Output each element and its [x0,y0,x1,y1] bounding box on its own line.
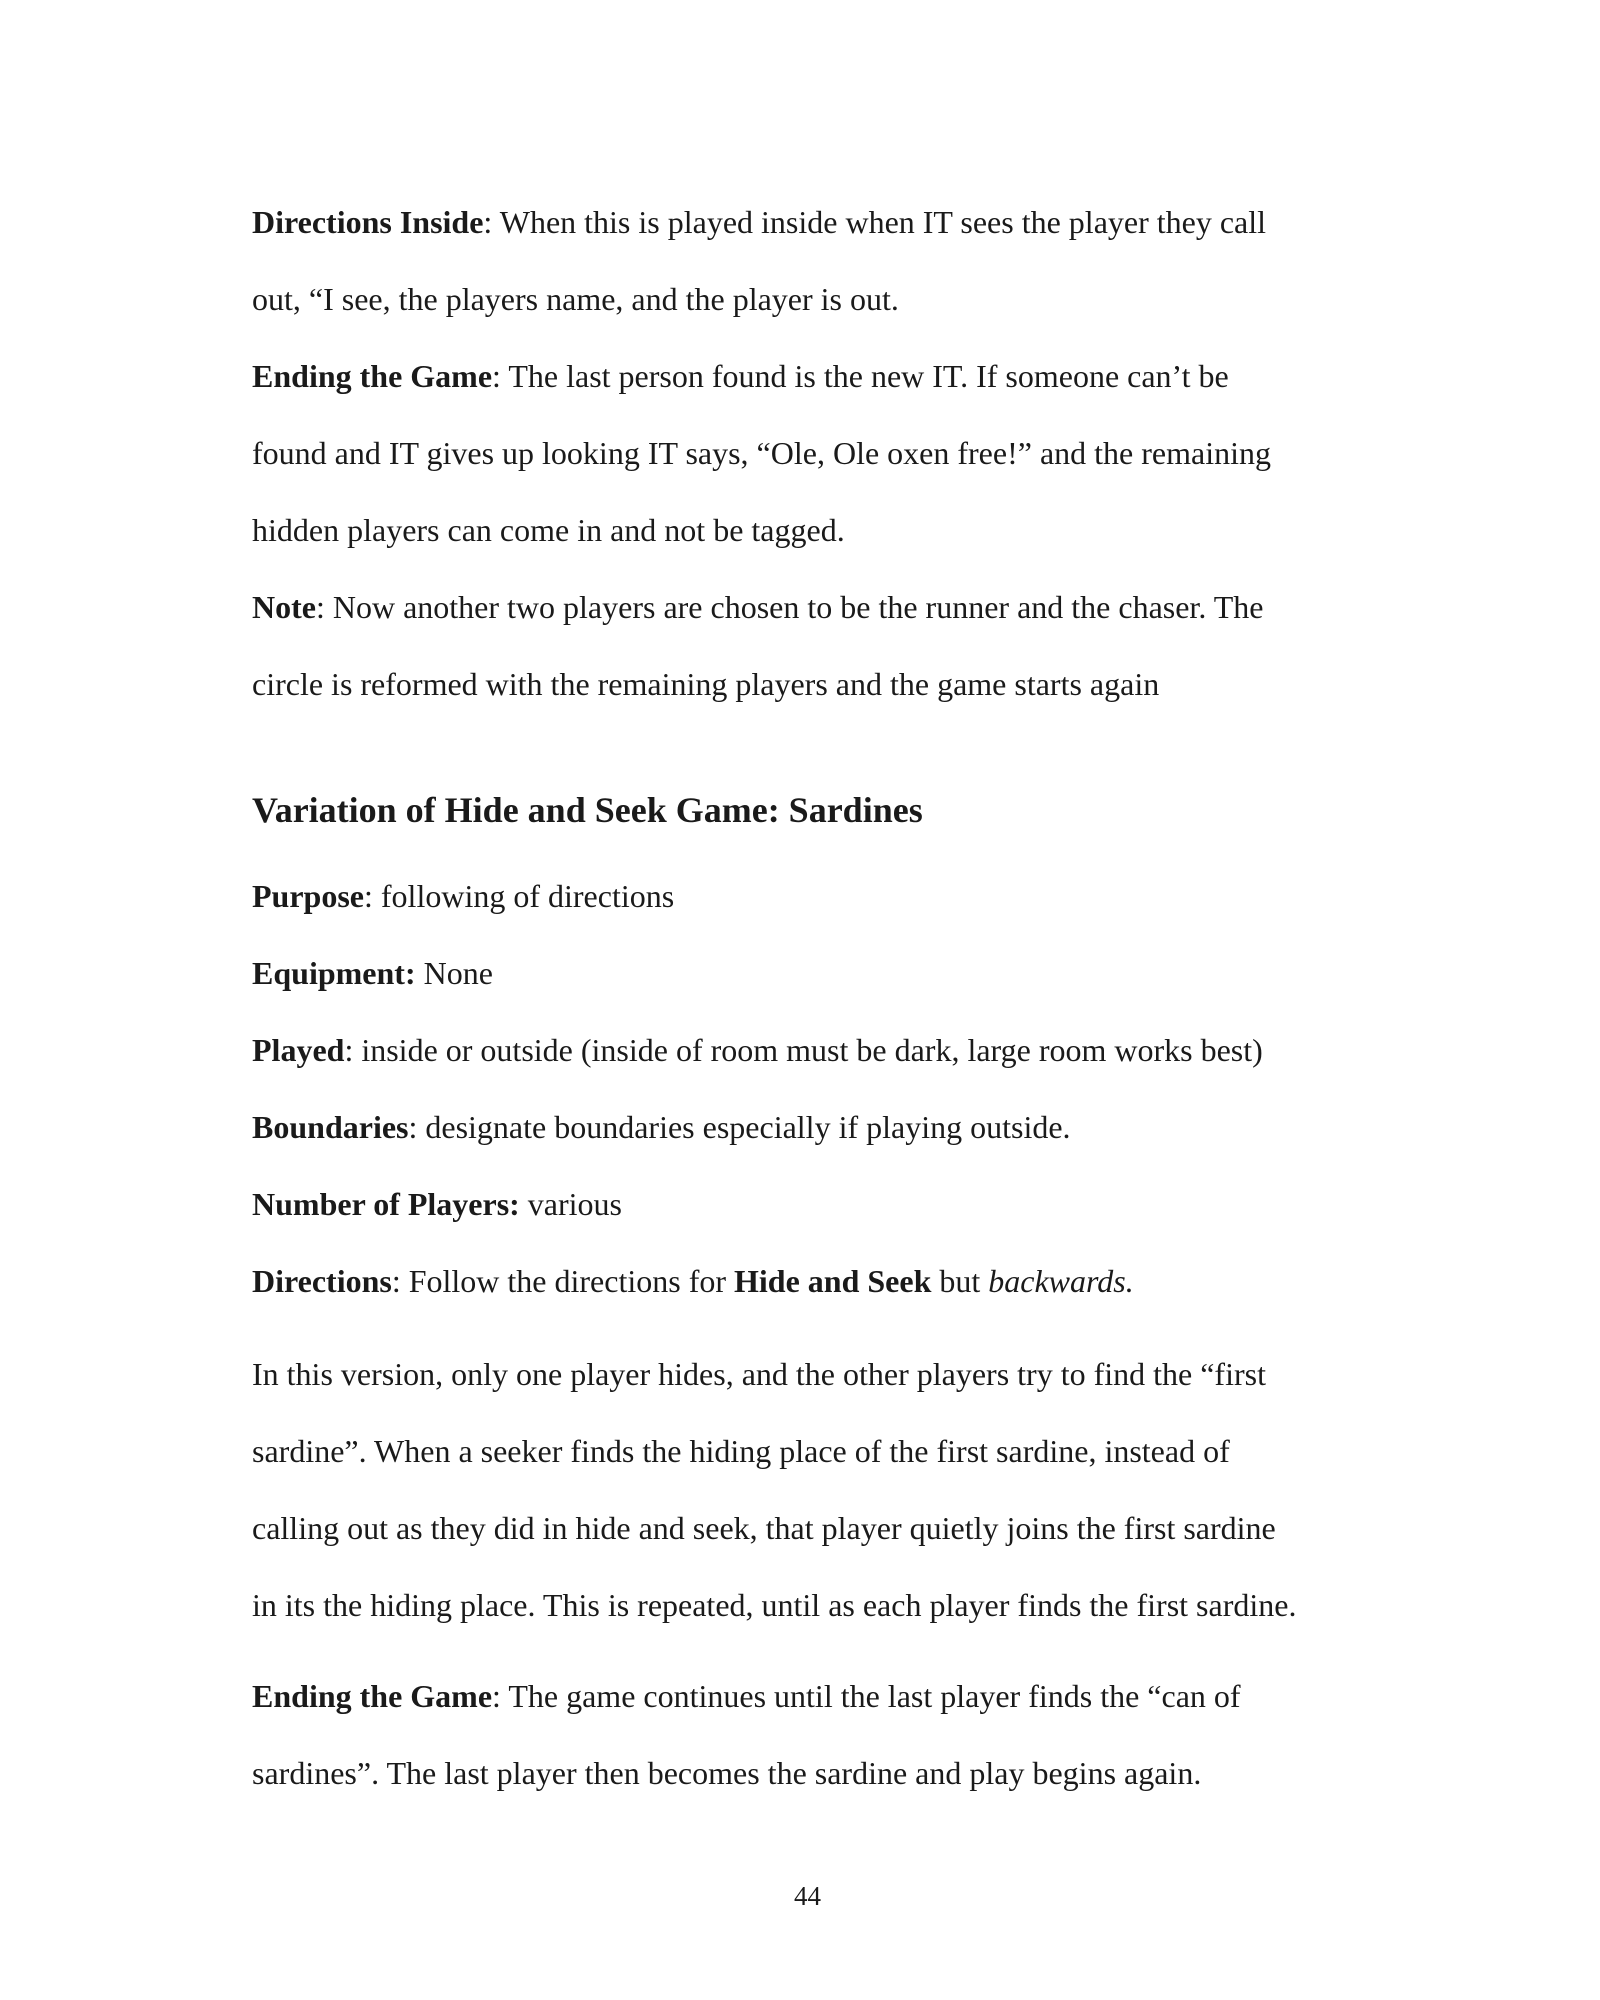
directions-inside-line-2: out, “I see, the players name, and the player is out. [252,281,899,317]
directions-inside-label: Directions Inside [252,204,484,240]
number-of-players-line [252,1184,622,1224]
paragraph-line-4: in its the hiding place. This is repeated, until as each player finds the first sardine. [252,1587,1297,1623]
note-label: Note [252,589,316,625]
paragraph-line-2: sardine”. When a seeker finds the hiding place of the first sardine, instead of [252,1433,1230,1469]
played-line [252,1030,1263,1070]
directions-text-before: : Follow the directions for [391,1263,734,1299]
directions-text-mid: but [931,1263,989,1299]
equipment-line [252,953,493,993]
section-heading: Variation of Hide and Seek Game: Sardines [252,790,923,830]
purpose-label: Purpose [252,878,364,914]
note-line-1 [252,587,1263,627]
sardines-ending-line-1 [252,1676,1241,1716]
ending-game-line-3: hidden players can come in and not be tagged. [252,512,845,548]
note-text: : Now another two players are chosen to be the runner and the chaser. The [315,589,1264,625]
directions-label: Directions [252,1263,392,1299]
number-of-players-text: various [519,1186,622,1222]
ending-game-text: : The last person found is the new IT. If someone can’t be [492,358,1229,394]
number-of-players-label: Number of Players: [252,1186,520,1222]
ending-game-label: Ending the Game [252,358,493,394]
directions-italic-term: backwards. [988,1263,1134,1299]
boundaries-text: : designate boundaries especially if playing outside. [408,1109,1071,1145]
directions-bold-term: Hide and Seek [734,1263,932,1299]
note-line-2: circle is reformed with the remaining players and the game starts again [252,666,1160,702]
played-text: : inside or outside (inside of room must be dark, large room works best) [344,1032,1263,1068]
boundaries-line [252,1107,1071,1147]
paragraph-line-1: In this version, only one player hides, and the other players try to find the “first [252,1356,1266,1392]
purpose-line [252,876,674,916]
boundaries-label: Boundaries [252,1109,409,1145]
ending-game-line-1 [252,356,1229,396]
directions-line [252,1261,1134,1301]
equipment-text: None [415,955,493,991]
sardines-ending-line-2: sardines”. The last player then becomes the sardine and play begins again. [252,1755,1202,1791]
played-label: Played [252,1032,345,1068]
paragraph-line-3: calling out as they did in hide and seek, that player quietly joins the first sardine [252,1510,1276,1546]
ending-game-line-2: found and IT gives up looking IT says, “Ole, Ole oxen free!” and the remaining [252,435,1271,471]
page-number: 44 [794,1881,821,1911]
sardines-ending-text: : The game continues until the last player finds the “can of [492,1678,1241,1714]
directions-inside-text: : When this is played inside when IT sees the player they call [483,204,1267,240]
sardines-ending-label: Ending the Game [252,1678,493,1714]
equipment-label: Equipment: [252,955,416,991]
directions-inside-line-1 [252,202,1266,242]
purpose-text: : following of directions [364,878,675,914]
